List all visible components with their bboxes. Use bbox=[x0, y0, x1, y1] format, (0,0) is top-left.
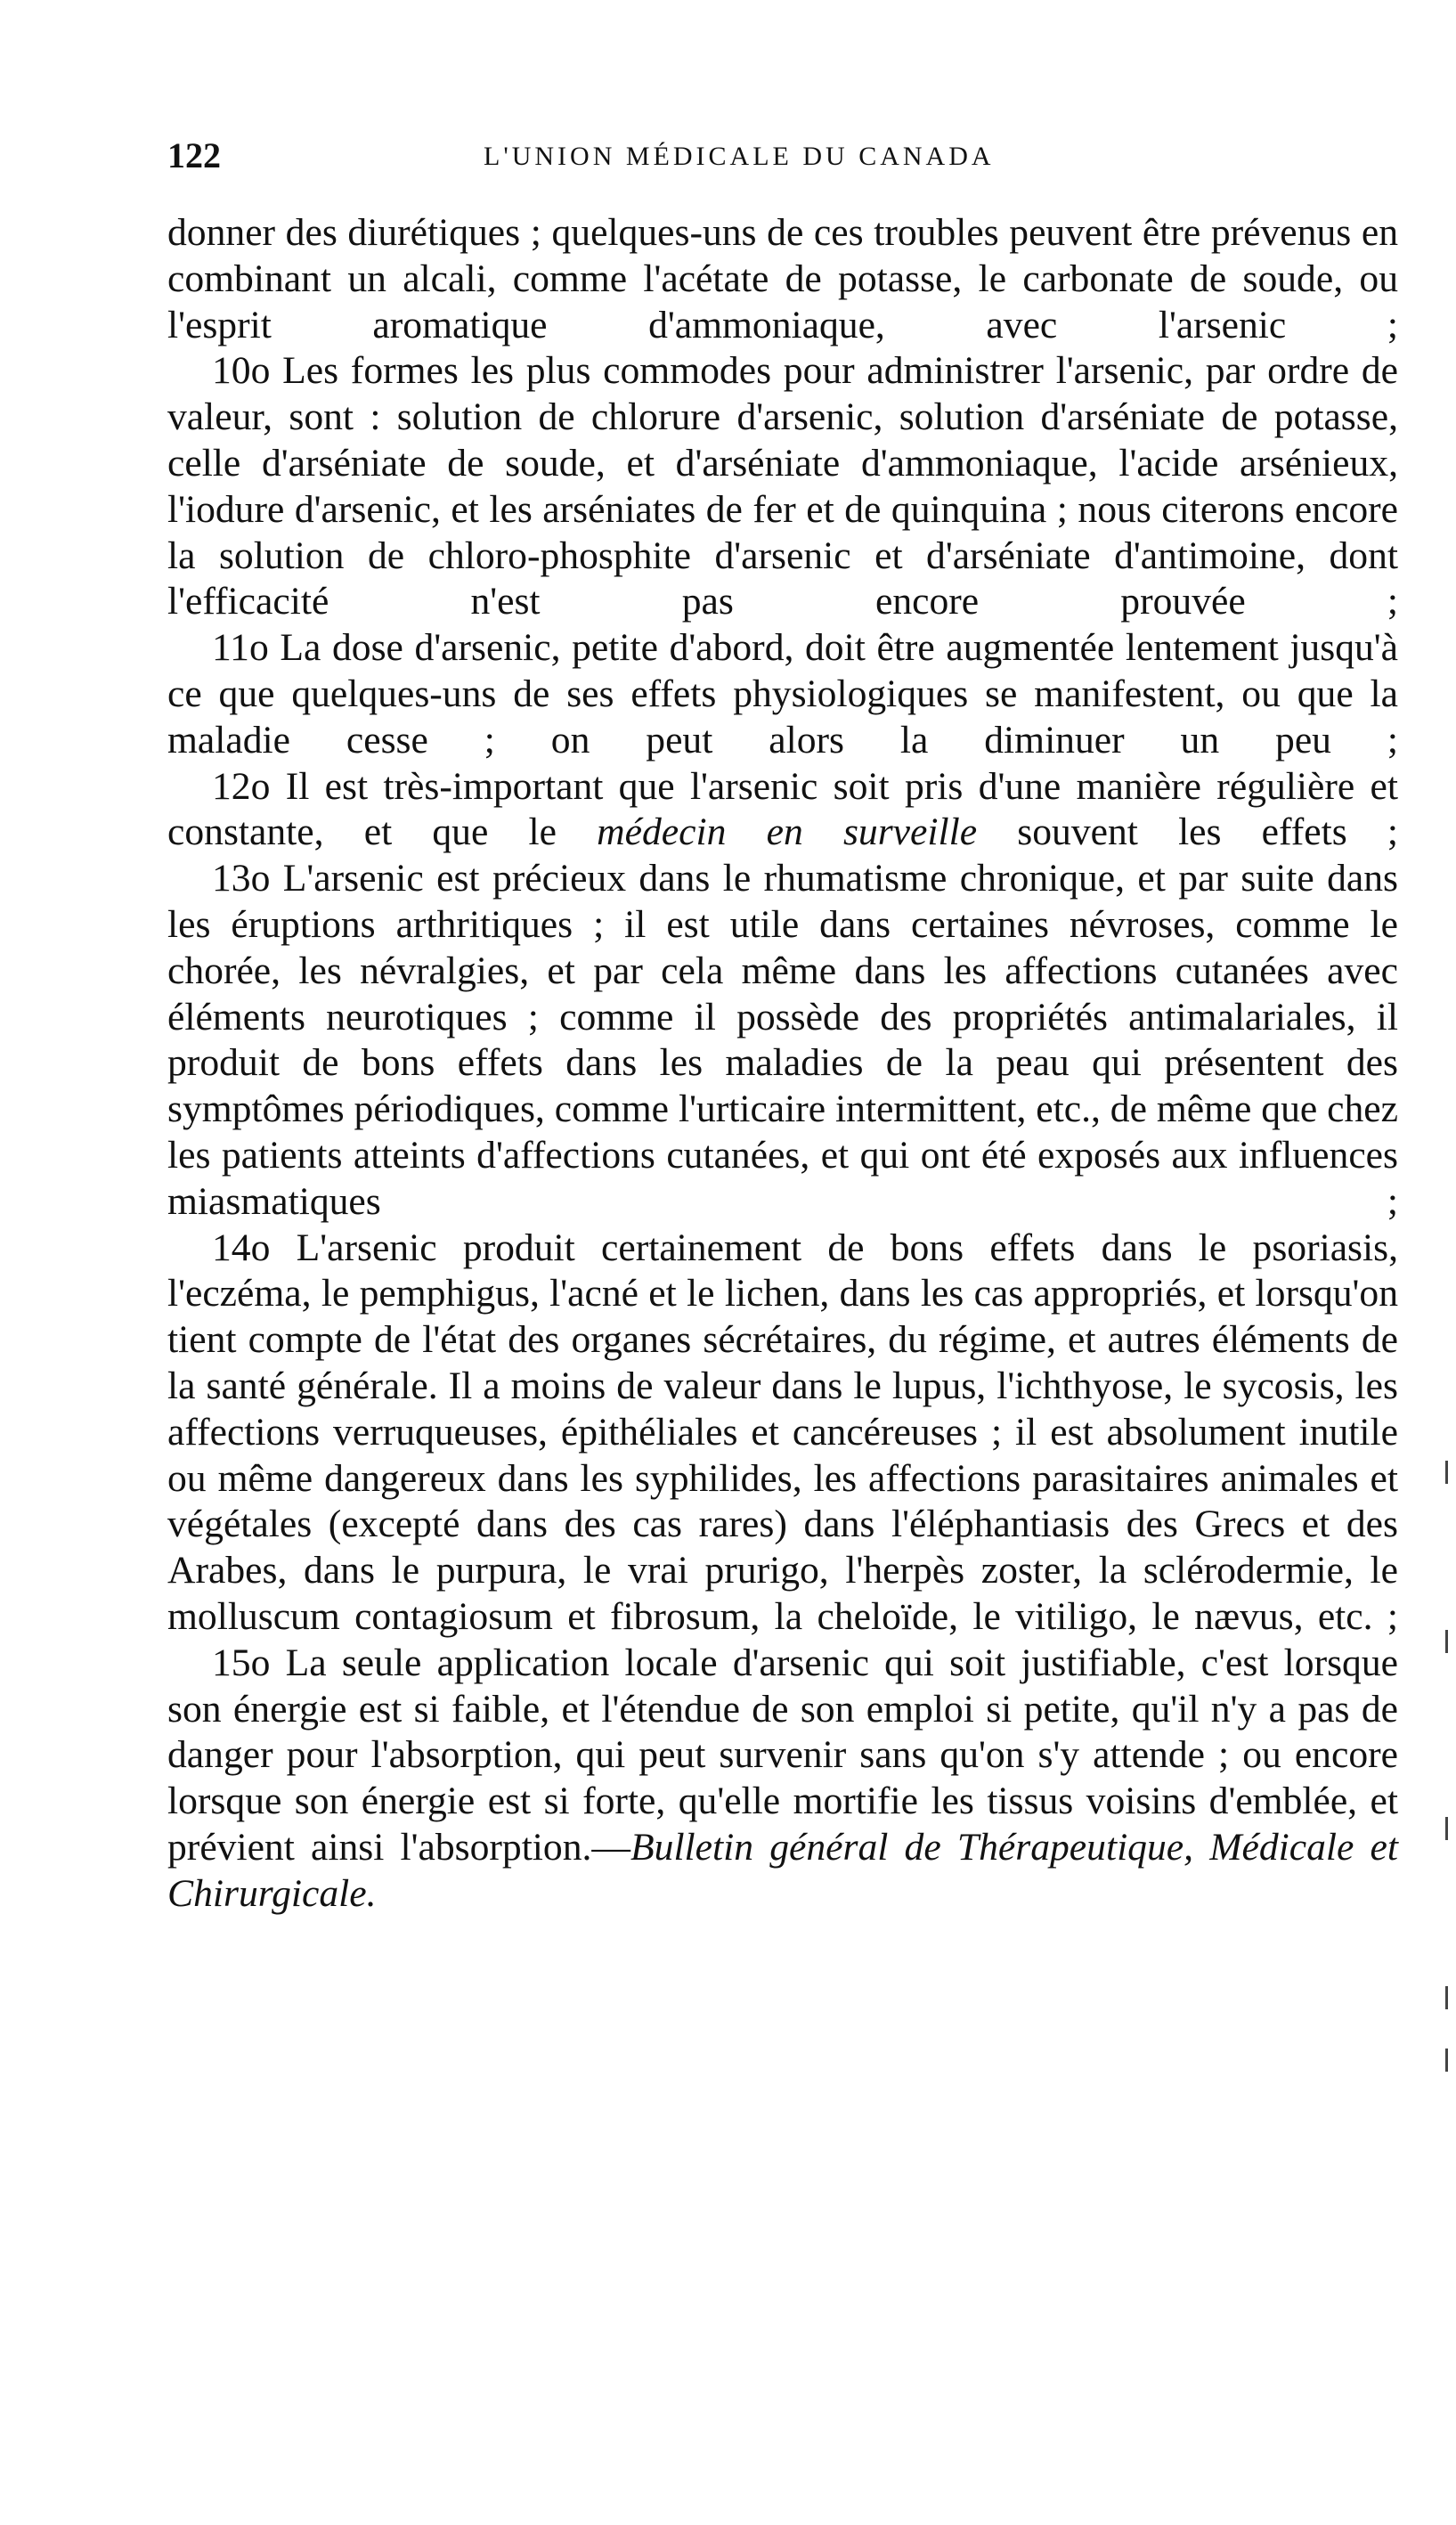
scan-mark bbox=[1445, 1986, 1448, 2009]
paragraph-text: 14o L'arsenic produit certainement de bons effets dans le psoriasis, l'eczéma, le pemphigus, l'acné et le lichen, dans les cas appropriés, et lorsqu'on tient compte de l'état des organes sécrétaires, du régime, et autres éléments de la santé générale. Il a moins de valeur dans le lupus, l'ichthyose, le sycosis, les affections verruqueuses, épithéliales et cancéreuses ; il est absolument inutile ou même dangereux dans les syphilides, les affections parasitaires animales et végétales (excepté dans des cas rares) dans l'éléphantiasis des Grecs et des Arabes, dans le purpura, le vrai prurigo, l'herpès zoster, la sclérodermie, le molluscum contagiosum et fibrosum, la cheloïde, le vitiligo, le nævus, etc. ; bbox=[167, 1226, 1398, 1638]
scan-mark bbox=[1445, 1461, 1448, 1484]
paragraph-item-11 bbox=[167, 625, 1398, 763]
paragraph-text: 15o La seule application locale d'arsenic qui soit justifiable, c'est lorsque son énergie est si faible, et l'étendue de son emploi si petite, qu'il n'y a pas de danger pour l'absorption, qui peut survenir sans qu'on s'y attende ; ou encore lorsque son énergie est si forte, qu'elle mortifie les tissus voisins d'emblée, et prévient ainsi l'absorption.— bbox=[167, 1641, 1398, 1869]
paragraph-item-13 bbox=[167, 856, 1398, 1225]
paragraph-text: 11o La dose d'arsenic, petite d'abord, doit être augmentée lentement jusqu'à ce que quelques-uns de ses effets physiologiques se manifestent, ou que la maladie cesse ; on peut alors la diminuer un peu ; bbox=[167, 626, 1398, 762]
paragraph-italic-text: médecin en surveille bbox=[597, 810, 978, 854]
paragraph-text: 12o Il est très-important que l'arsenic soit pris d'une manière régulière et constante, et que le bbox=[167, 764, 1398, 854]
paragraph-text: 13o L'arsenic est précieux dans le rhumatisme chronique, et par suite dans les éruptions arthritiques ; il est utile dans certaines névroses, comme le chorée, les névralgies, et par cela même dans les affections cutanées avec éléments neurotiques ; comme il possède des propriétés antimalariales, il produit de bons effets dans les maladies de la peau qui présentent des symptômes périodiques, comme l'urticaire intermittent, etc., de même que chez les patients atteints d'affections cutanées, et qui ont été exposés aux influences miasmatiques ; bbox=[167, 857, 1398, 1223]
paragraph-item-12 bbox=[167, 764, 1398, 857]
margin-scan-marks bbox=[1445, 1461, 1451, 2084]
paragraph-item-10 bbox=[167, 348, 1398, 625]
running-title: L'UNION MÉDICALE DU CANADA bbox=[484, 142, 995, 171]
paragraph-text: donner des diurétiques ; quelques-uns de ces troubles peuvent être prévenus en combinant un alcali, comme l'acétate de potasse, le carbonate de soude, ou l'esprit aromatique d'ammoniaque, avec l'arsenic ; bbox=[167, 211, 1398, 346]
scan-mark bbox=[1445, 1817, 1448, 1840]
paragraph-item-14 bbox=[167, 1226, 1398, 1641]
page-header bbox=[167, 134, 1129, 178]
body-text bbox=[167, 210, 1398, 1917]
scan-mark bbox=[1445, 2049, 1448, 2072]
paragraph-continuation bbox=[167, 210, 1398, 348]
scan-mark bbox=[1445, 1630, 1448, 1653]
page-number: 122 bbox=[167, 135, 221, 175]
paragraph-text: souvent les effets ; bbox=[977, 810, 1399, 854]
paragraph-item-15 bbox=[167, 1641, 1398, 1918]
citation-source: Bulletin général de Thérapeutique, Médicale et Chirurgicale. bbox=[167, 1825, 1398, 1915]
paragraph-text: 10o Les formes les plus commodes pour administrer l'arsenic, par ordre de valeur, sont : solution de chlorure d'arsenic, solution d'arséniate de potasse, celle d'arséniate de soude, et d'arséniate d'ammoniaque, l'acide arsénieux, l'iodure d'arsenic, et les arséniates de fer et de quinquina ; nous citerons encore la solution de chloro-phosphite d'arsenic et d'arséniate d'antimoine, dont l'efficacité n'est pas encore prouvée ; bbox=[167, 349, 1398, 623]
